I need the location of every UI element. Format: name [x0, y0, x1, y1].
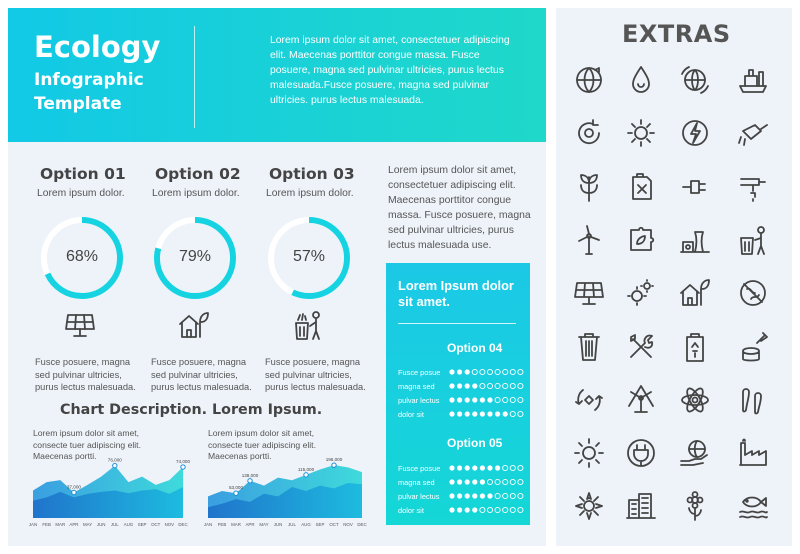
rating-dot [480, 369, 485, 374]
option-04-title: Option 04 [447, 341, 503, 355]
recycle-arrows-icon [573, 384, 605, 416]
option-02-title: Option 02 [155, 165, 241, 183]
x-tick-label: MAR [231, 522, 241, 527]
x-tick-label: SEP [315, 522, 325, 527]
rating-dot [510, 465, 515, 470]
option-02-desc: Fusce posuere, magna sed pulvinar ultricies, purus lectus malesuada. [151, 357, 252, 392]
data-point [113, 463, 117, 467]
footprints-icon [737, 384, 769, 416]
data-label: 74,000 [175, 459, 191, 465]
battery-recycle-icon [679, 331, 711, 363]
x-tick-label: JAN [28, 522, 38, 527]
option-03-title: Option 03 [269, 165, 355, 183]
x-tick-label: JUL [288, 522, 296, 527]
option-05-title: Option 05 [447, 436, 503, 450]
rating-dot [457, 479, 462, 484]
rating-dot [480, 507, 485, 512]
rating-dot [487, 465, 492, 470]
eco-house-icon [679, 277, 711, 309]
header-divider [194, 26, 195, 128]
rating-dot [503, 465, 508, 470]
power-plug-icon [679, 171, 711, 203]
no-globe-icon [737, 277, 769, 309]
plug-circle-icon [625, 437, 657, 469]
rating-dot [495, 465, 500, 470]
rating-dot [457, 507, 462, 512]
rating-dot [457, 411, 462, 416]
option-05-row-4-label: dolor sit [398, 506, 424, 515]
rating-dot [480, 397, 485, 402]
option-04-row-3-dots [448, 396, 528, 404]
rating-dot [487, 383, 492, 388]
option-05-row-4-dots [448, 506, 528, 514]
rating-dot [480, 493, 485, 498]
rating-dot [449, 493, 454, 498]
rating-dot [457, 369, 462, 374]
area-chart-2 [205, 452, 365, 530]
recycle-circle-icon [573, 117, 605, 149]
axe-stump-icon [737, 331, 769, 363]
gears-icon [625, 277, 657, 309]
x-tick-label: NOV [343, 522, 353, 527]
rating-dot [480, 479, 485, 484]
x-tick-label: SEP [137, 522, 147, 527]
rating-dot [518, 479, 523, 484]
option-04-row-4-dots [448, 410, 528, 418]
tools-icon [625, 331, 657, 363]
rating-dot [465, 507, 470, 512]
nuclear-plant-icon [679, 224, 711, 256]
gear-leaf-icon [625, 117, 657, 149]
x-tick-label: OCT [151, 522, 161, 527]
eco-house-icon [178, 310, 210, 340]
x-tick-label: NOV [164, 522, 175, 527]
option-04-row-4-label: dolor sit [398, 410, 424, 419]
fish-water-icon [737, 490, 769, 522]
rating-dot [480, 383, 485, 388]
rating-dot [465, 411, 470, 416]
data-label: 196,000 [325, 457, 343, 463]
rating-dot [465, 383, 470, 388]
lightning-circle-icon [679, 117, 711, 149]
rating-dot [503, 397, 508, 402]
windmill-icon [625, 384, 657, 416]
rating-dot [480, 465, 485, 470]
option-05-row-3-dots [448, 492, 528, 500]
flower-icon [679, 490, 711, 522]
rating-dot [449, 397, 454, 402]
x-tick-label: APR [69, 522, 79, 527]
data-label: 37,000 [66, 484, 81, 490]
rating-dot [465, 465, 470, 470]
rating-dot [510, 383, 515, 388]
rating-dot [518, 465, 523, 470]
option-03-percent: 57% [292, 248, 326, 265]
x-tick-label: JUL [110, 522, 119, 527]
water-tap-icon [737, 171, 769, 203]
rating-dot [510, 493, 515, 498]
rating-dot [449, 411, 454, 416]
rating-dot [503, 507, 508, 512]
x-tick-label: JAN [203, 522, 213, 527]
option-05-row-1-dots [448, 464, 528, 472]
x-tick-label: MAR [55, 522, 66, 527]
option-03-desc: Fusce posuere, magna sed pulvinar ultricies, purus lectus malesuada. [265, 357, 366, 392]
option-01-desc: Fusce posuere, magna sed pulvinar ultricies, purus lectus malesuada. [35, 357, 136, 392]
rating-dot [487, 493, 492, 498]
x-tick-label: OCT [329, 522, 339, 527]
option-04-row-2-dots [448, 382, 528, 390]
option-01-percent: 68% [65, 248, 99, 265]
option-04-row-1-label: Fusce posue [398, 368, 441, 377]
x-tick-label: AUG [301, 522, 311, 527]
header-text: Lorem ipsum dolor sit amet, consectetuer adipiscing elit. Maecenas porttitor congue massa. Fusce posuere, magna sed pulvinar ultricies, purus lectus malesuada.Fusce posuere, magna sed pulvinar ultricies. purus lectus malesuada. [270, 35, 510, 106]
data-point [248, 479, 252, 483]
subtitle-line-1: Infographic [34, 70, 144, 90]
atom-icon [679, 384, 711, 416]
solar-panel-icon [573, 277, 605, 309]
rating-dot [449, 465, 454, 470]
rating-dot [487, 479, 492, 484]
rating-dot [487, 369, 492, 374]
rating-dot [510, 369, 515, 374]
option-04-row-3-label: pulvar lectus [398, 396, 440, 405]
rating-dot [518, 507, 523, 512]
rating-dot [472, 465, 477, 470]
rating-dot [518, 411, 523, 416]
rating-dot [495, 369, 500, 374]
x-tick-label: AUG [123, 522, 134, 527]
globe-arrows-icon [679, 64, 711, 96]
rating-dot [518, 369, 523, 374]
rating-dot [495, 383, 500, 388]
option-02-subtitle: Lorem ipsum dolor. [152, 188, 240, 199]
rating-dot [457, 383, 462, 388]
rating-dot [449, 507, 454, 512]
hand-globe-icon [679, 437, 711, 469]
option-05-row-2-label: magna sed [398, 478, 435, 487]
rating-dot [457, 465, 462, 470]
fuel-can-icon [625, 171, 657, 203]
chart-1-text: Lorem ipsum dolor sit amet, consecte tuer adipiscing elit. Maecenas portti. [33, 428, 141, 461]
x-tick-label: APR [245, 522, 255, 527]
rating-dot [472, 369, 477, 374]
option-01-title: Option 01 [40, 165, 126, 183]
x-tick-label: DEC [178, 522, 188, 527]
rating-dot [518, 493, 523, 498]
rating-dot [510, 411, 515, 416]
data-label: 53,000 [228, 485, 244, 491]
data-point [304, 473, 308, 477]
rating-dot [465, 369, 470, 374]
data-label: 138,000 [241, 472, 259, 478]
page-title: Ecology [34, 30, 161, 64]
option-03-subtitle: Lorem ipsum dolor. [266, 188, 354, 199]
rating-dot [510, 479, 515, 484]
rating-dot [449, 383, 454, 388]
trash-person-icon [737, 224, 769, 256]
watering-can-icon [737, 117, 769, 149]
stats-box-divider [398, 323, 516, 324]
recycling-person-icon [292, 309, 324, 341]
rating-dot [465, 493, 470, 498]
rating-dot [510, 397, 515, 402]
rating-dot [495, 479, 500, 484]
rating-dot [457, 397, 462, 402]
data-point [332, 463, 336, 467]
rating-dot [495, 397, 500, 402]
area-chart-1 [28, 452, 191, 530]
rating-dot [503, 479, 508, 484]
factory-icon [737, 437, 769, 469]
data-label: 115,000 [297, 466, 315, 472]
wind-turbine-icon [573, 224, 605, 256]
x-tick-label: JUN [96, 522, 106, 527]
x-tick-label: FEB [42, 522, 51, 527]
rating-dot [472, 383, 477, 388]
option-01-subtitle: Lorem ipsum dolor. [37, 188, 125, 199]
chart-2-text: Lorem ipsum dolor sit amet, consecte tuer adipiscing elit. Maecenas portti. [208, 428, 316, 461]
extras-title: EXTRAS [622, 20, 731, 48]
rating-dot [518, 383, 523, 388]
data-point [72, 490, 76, 494]
option-04-row-1-dots [448, 368, 528, 376]
rating-dot [510, 507, 515, 512]
rating-dot [495, 493, 500, 498]
rating-dot [457, 493, 462, 498]
rating-dot [465, 397, 470, 402]
rating-dot [472, 397, 477, 402]
option-04-row-2-label: magna sed [398, 382, 435, 391]
sun-ray-icon [573, 490, 605, 522]
rating-dot [503, 411, 508, 416]
rating-dot [480, 411, 485, 416]
buildings-icon [625, 490, 657, 522]
rating-dot [518, 397, 523, 402]
option-05-row-2-dots [448, 478, 528, 486]
option-05-row-3-label: pulvar lectus [398, 492, 440, 501]
sun-icon [573, 437, 605, 469]
x-tick-label: JUN [273, 522, 283, 527]
rating-dot [449, 369, 454, 374]
data-point [181, 465, 185, 469]
rating-dot [503, 369, 508, 374]
x-tick-label: MAY [259, 522, 269, 527]
option-05-row-1-label: Fusce posue [398, 464, 441, 473]
rating-dot [472, 411, 477, 416]
chart-section-title: Chart Description. Lorem Ipsum. [60, 402, 323, 418]
subtitle-line-2: Template [34, 94, 122, 114]
data-point [234, 491, 238, 495]
rating-dot [487, 507, 492, 512]
rating-dot [487, 411, 492, 416]
stats-box-title: Lorem Ipsum dolor sit amet. [398, 278, 514, 309]
trash-can-icon [573, 331, 605, 363]
rating-dot [495, 507, 500, 512]
rating-dot [472, 493, 477, 498]
rating-dot [465, 479, 470, 484]
rating-dot [449, 479, 454, 484]
data-label: 76,000 [107, 457, 122, 463]
rating-dot [495, 411, 500, 416]
puzzle-leaf-icon [625, 224, 657, 256]
rating-dot [472, 507, 477, 512]
solar-panel-icon [64, 311, 96, 339]
rating-dot [487, 397, 492, 402]
oil-platform-icon [737, 64, 769, 96]
x-tick-label: MAY [82, 522, 93, 527]
rating-dot [472, 479, 477, 484]
option-02-percent: 79% [178, 248, 212, 265]
right-paragraph: Lorem ipsum dolor sit amet, consectetuer adipiscing elit. Maecenas porttitor congue massa. Fusce posuere, magna sed pulvinar ultricies, purus lectus malesuada use. [388, 165, 531, 251]
x-tick-label: DEC [357, 522, 367, 527]
plant-sprout-icon [573, 171, 605, 203]
rating-dot [503, 383, 508, 388]
water-drop-icon [625, 64, 657, 96]
x-tick-label: FEB [217, 522, 227, 527]
globe-recycle-icon [573, 64, 605, 96]
rating-dot [503, 493, 508, 498]
